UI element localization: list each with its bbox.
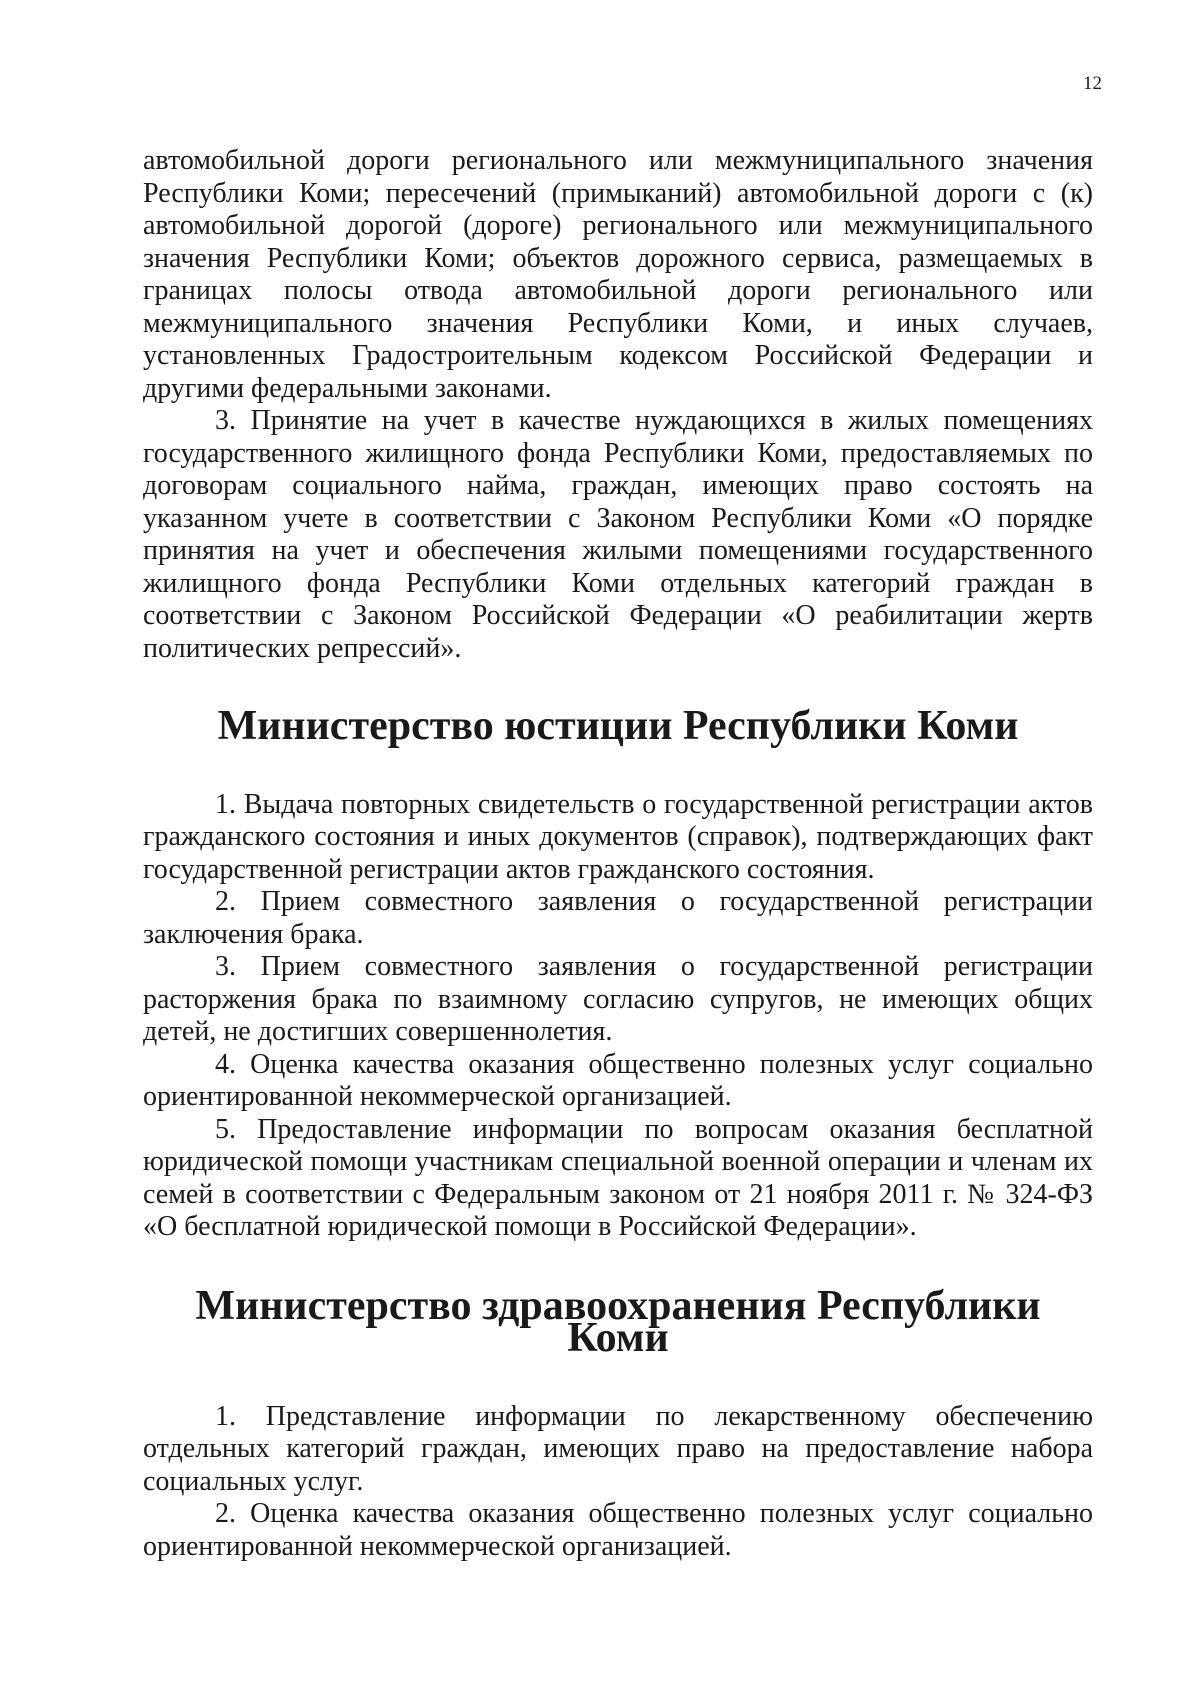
list-item: 1. Представление информации по лекарственному обеспечению отдельных категорий граждан, имеющих право на предоставление набора социальных услуг. bbox=[143, 1400, 1093, 1497]
list-item: 2. Оценка качества оказания общественно полезных услуг социально ориентированной некоммерческой организацией. bbox=[143, 1498, 1093, 1562]
section-heading-justice: Министерство юстиции Республики Коми bbox=[217, 703, 1019, 749]
list-item: 1. Выдача повторных свидетельств о государственной регистрации актов гражданского состояния и иных документов (справок), подтверждающих факт государственной регистрации актов гражданского состояния. bbox=[143, 788, 1093, 885]
list-item: 4. Оценка качества оказания общественно полезных услуг социально ориентированной некоммерческой организацией. bbox=[143, 1048, 1093, 1112]
list-item: 3. Прием совместного заявления о государственной регистрации расторжения брака по взаимному согласию супругов, не имеющих общих детей, не достигших совершеннолетия. bbox=[143, 951, 1093, 1047]
page-body bbox=[143, 145, 1093, 1563]
section-heading-health: Министерство здравоохранения Республики Коми bbox=[195, 1282, 1041, 1361]
list-item: 5. Предоставление информации по вопросам оказания бесплатной юридической помощи участникам специальной военной операции и членам их семей в соответствии с Федеральным законом от 21 ноября 2011 г. № 324-ФЗ «О бесплатной юридической помощи в Российской Федерации». bbox=[143, 1113, 1093, 1242]
paragraph-continuation: автомобильной дороги регионального или межмуниципального значения Республики Коми; пересечений (примыканий) автомобильной дороги с (к) автомобильной дорогой (дороге) регионального или межмуниципального значения Республики Коми; объектов дорожного сервиса, размещаемых в границах полосы отвода автомобильной дороги регионального или межмуниципального значения Республики Коми, и иных случаев, установленных Градостроительным кодексом Российской Федерации и другими федеральными законами. bbox=[143, 145, 1093, 404]
list-item: 2. Прием совместного заявления о государственной регистрации заключения брака. bbox=[143, 886, 1093, 950]
page-number: 12 bbox=[1083, 73, 1102, 94]
list-item: 3. Принятие на учет в качестве нуждающихся в жилых помещениях государственного жилищного фонда Республики Коми, предоставляемых по договорам социального найма, граждан, имеющих право состоять на указанном учете в соответствии с Законом Республики Коми «О порядке принятия на учет и обеспечения жилыми помещениями государственного жилищного фонда Республики Коми отдельных категорий граждан в соответствии с Законом Российской Федерации «О реабилитации жертв политических репрессий». bbox=[143, 405, 1093, 664]
